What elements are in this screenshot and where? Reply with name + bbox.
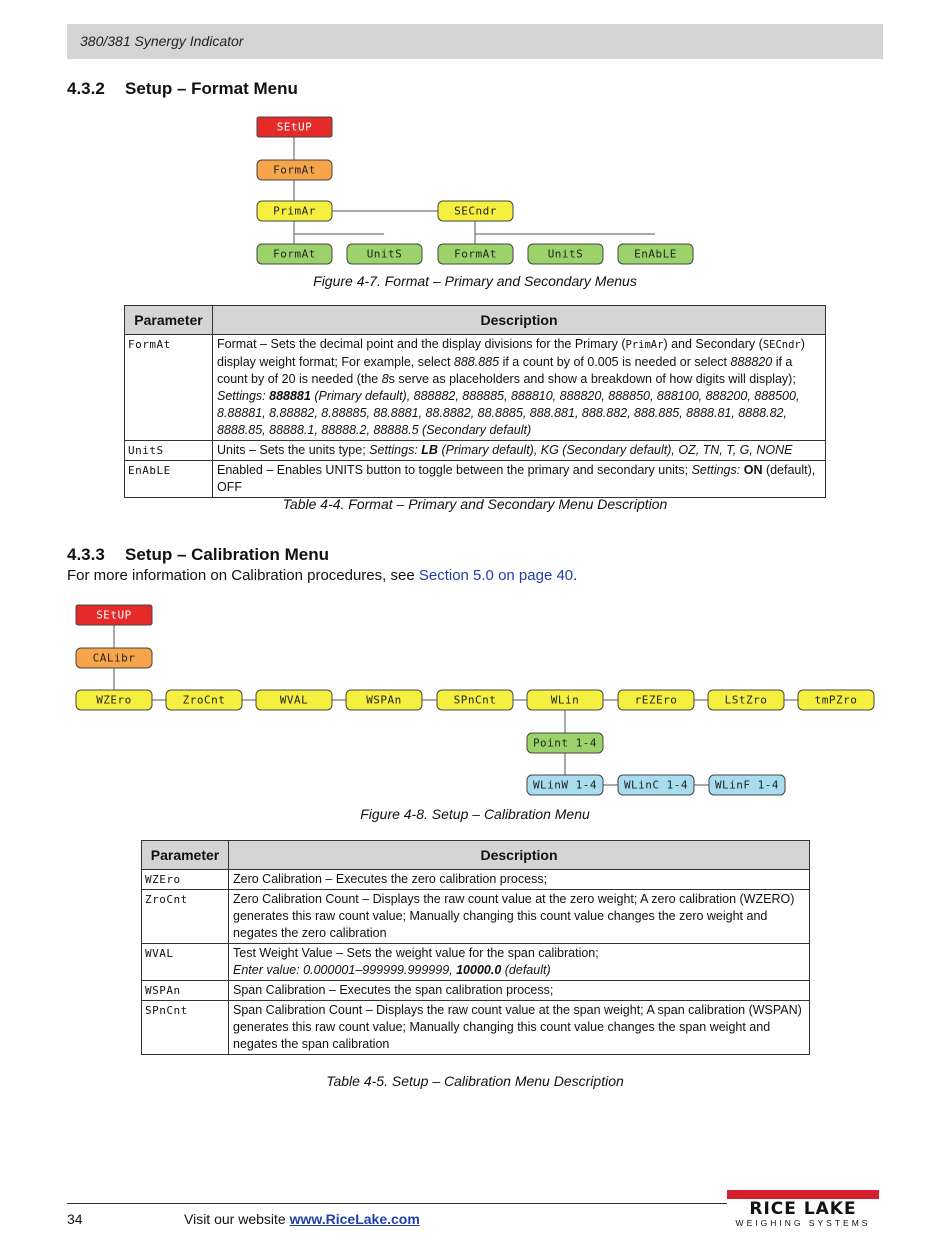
node-secndr-label: SECndr: [454, 204, 497, 218]
table-caption-4-5: Table 4-5. Setup – Calibration Menu Description: [326, 1073, 624, 1089]
node-primar-label: PrimAr: [273, 204, 316, 218]
node-wlinw: [527, 775, 603, 795]
svg-text:CALibr: CALibr: [92, 651, 136, 665]
svg-text:tmPZro: tmPZro: [814, 693, 858, 707]
svg-text:LStZro: LStZro: [724, 693, 768, 707]
description-cell: Enabled – Enables UNITS button to toggle between the primary and secondary units; Settings: ON (default), OFF: [213, 461, 826, 498]
node-wval: [256, 690, 332, 710]
logo-sub-text: WEIGHING SYSTEMS: [735, 1218, 871, 1228]
description-cell: Zero Calibration – Executes the zero calibration process;: [229, 870, 810, 890]
table-row: [142, 944, 810, 981]
description-cell: Zero Calibration Count – Displays the raw count value at the zero weight; A zero calibration (WZERO) generates this raw count value; Manually changing this count value changes the zero weight and negates the zero calibration: [229, 890, 810, 944]
description-cell: Span Calibration – Executes the span calibration process;: [229, 981, 810, 1001]
table-row: [125, 461, 826, 498]
node-format: [257, 160, 332, 180]
svg-text:Point 1-4: Point 1-4: [532, 736, 598, 750]
column-header-description: Description: [229, 841, 810, 870]
section-5-link[interactable]: Section 5.0 on page 40: [418, 567, 574, 584]
table-row: [142, 870, 810, 890]
description-cell: Units – Sets the units type; Settings: LB (Primary default), KG (Secondary default), OZ, TN, T, G, NONE: [213, 441, 826, 461]
column-header-parameter: Parameter: [125, 306, 213, 335]
param-cell: FormAt: [125, 335, 213, 441]
svg-text:WLinW 1-4: WLinW 1-4: [532, 778, 598, 792]
node-secondary-enable: [618, 244, 693, 264]
section-number: 4.3.3: [67, 545, 105, 564]
svg-text:WVAL: WVAL: [279, 693, 309, 707]
node-point: [527, 733, 603, 753]
description-cell: Format – Sets the decimal point and the display divisions for the Primary (PrimAr) and Secondary (SECndr) display weight format; For example, select 888.885 if a count by of 0.005 is needed or select 888820 if a count by of 20 is needed (the 8s serve as placeholders and show a breakdown of how digits will display); Settings: 888881 (Primary default), 888882, 888885, 888810, 888820, 888850, 888100, 888200, 888500, 8.88881, 8.88882, 8.88885, 88.8881, 88.8882, 88.8885, 888.881, 888.882, 888.885, 8888.81, 8888.82, 8888.85, 88888.1, 88888.2, 88888.5 (Secondary default): [213, 335, 826, 441]
node-zrocnt: [166, 690, 242, 710]
node-tmpzro: [798, 690, 874, 710]
footer-rule: [67, 1203, 727, 1204]
svg-text:ZroCnt: ZroCnt: [182, 693, 226, 707]
node-calibr: [76, 648, 152, 668]
table-row: [125, 335, 826, 441]
logo-main-text: RICE LAKE: [749, 1199, 857, 1219]
node-primary-format-label: FormAt: [273, 247, 316, 261]
svg-text:SPnCnt: SPnCnt: [453, 693, 497, 707]
node-wzero: [76, 690, 152, 710]
calibration-menu-diagram: [0, 600, 950, 800]
section-heading-format: [67, 79, 298, 99]
format-menu-diagram: [0, 110, 950, 270]
section-heading-calibration: [67, 545, 329, 565]
svg-text:rEZEro: rEZEro: [634, 693, 678, 707]
table-row: [142, 1001, 810, 1055]
column-header-description: Description: [213, 306, 826, 335]
node-format-label: FormAt: [273, 163, 316, 177]
node-secondary-format: [438, 244, 513, 264]
section-title: Setup – Calibration Menu: [125, 545, 330, 564]
node-wlinc: [618, 775, 694, 795]
node-secondary-units: [528, 244, 603, 264]
page-header-title: 380/381 Synergy Indicator: [80, 33, 244, 49]
calibration-parameter-table: [141, 840, 810, 1055]
node-primary-format: [257, 244, 332, 264]
section-title: Setup – Format Menu: [125, 79, 298, 98]
svg-text:WSPAn: WSPAn: [366, 693, 402, 707]
node-spncnt: [437, 690, 513, 710]
format-parameter-table: [124, 305, 826, 498]
svg-text:WLinF 1-4: WLinF 1-4: [714, 778, 780, 792]
column-header-parameter: Parameter: [142, 841, 229, 870]
node-wlinf: [709, 775, 785, 795]
page-number: 34: [67, 1211, 83, 1227]
calibration-intro: For more information on Calibration procedures, see Section 5.0 on page 40.: [67, 567, 578, 584]
svg-text:SEtUP: SEtUP: [96, 608, 132, 622]
node-wspan: [346, 690, 422, 710]
logo-red-bar: [727, 1190, 879, 1199]
param-cell: EnAbLE: [125, 461, 213, 498]
figure-caption-4-8: Figure 4-8. Setup – Calibration Menu: [360, 806, 590, 822]
section-number: 4.3.2: [67, 79, 105, 98]
param-cell: UnitS: [125, 441, 213, 461]
table-row: [142, 890, 810, 944]
param-cell: WSPAn: [142, 981, 229, 1001]
figure-caption-4-7: Figure 4-7. Format – Primary and Secondary Menus: [313, 273, 637, 289]
description-cell: Test Weight Value – Sets the weight value for the span calibration; Enter value: 0.000001–999999.999999, 10000.0 (default): [229, 944, 810, 981]
node-lstzro: [708, 690, 784, 710]
svg-text:WZEro: WZEro: [96, 693, 132, 707]
node-setup-label: SEtUP: [276, 120, 313, 134]
svg-text:WLinC 1-4: WLinC 1-4: [623, 778, 689, 792]
table-caption-4-4: Table 4-4. Format – Primary and Secondary Menu Description: [282, 496, 668, 512]
footer-visit: Visit our website www.RiceLake.com: [184, 1211, 420, 1227]
table-header-row: [142, 841, 810, 870]
node-secondary-format-label: FormAt: [454, 247, 497, 261]
node-secondary-units-label: UnitS: [547, 247, 584, 261]
node-secndr: [438, 201, 513, 221]
description-cell: Span Calibration Count – Displays the raw count value at the span weight; A span calibration (WSPAN) generates this raw count value; Manually changing this count value changes the span weight and negates the span calibration: [229, 1001, 810, 1055]
node-setup: [257, 117, 332, 137]
param-cell: WVAL: [142, 944, 229, 981]
node-cal-setup: [76, 605, 152, 625]
table-header-row: [125, 306, 826, 335]
param-cell: SPnCnt: [142, 1001, 229, 1055]
svg-text:WLin: WLin: [550, 693, 580, 707]
node-wlin: [527, 690, 603, 710]
param-cell: ZroCnt: [142, 890, 229, 944]
param-cell: WZEro: [142, 870, 229, 890]
node-primar: [257, 201, 332, 221]
website-link[interactable]: www.RiceLake.com: [289, 1211, 420, 1227]
rice-lake-logo: [727, 1190, 879, 1230]
node-rezero: [618, 690, 694, 710]
table-row: [142, 981, 810, 1001]
table-row: [125, 441, 826, 461]
node-secondary-enable-label: EnAbLE: [634, 247, 677, 261]
node-primary-units: [347, 244, 422, 264]
node-primary-units-label: UnitS: [366, 247, 403, 261]
